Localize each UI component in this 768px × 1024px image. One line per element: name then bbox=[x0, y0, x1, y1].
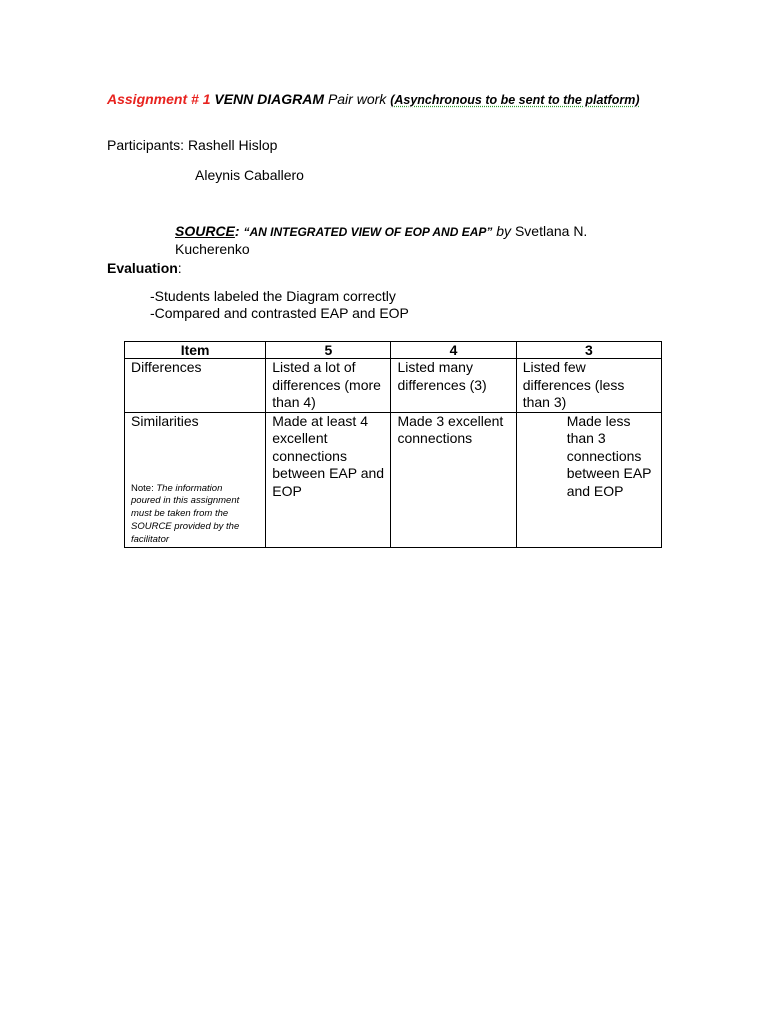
source-citation bbox=[175, 223, 655, 258]
evaluation-criteria bbox=[150, 288, 409, 322]
header-item: Item bbox=[125, 342, 266, 359]
evaluation-label: Evaluation bbox=[107, 260, 178, 276]
source-note bbox=[131, 483, 253, 547]
cell-score-3: Made less than 3 connections between EAP and EOP bbox=[516, 412, 661, 547]
table-row bbox=[125, 412, 662, 547]
cell-score-5: Listed a lot of differences (more than 4) bbox=[266, 359, 391, 413]
participants-label: Participants: bbox=[107, 137, 185, 153]
evaluation-heading bbox=[107, 260, 182, 277]
pair-work-label: Pair work bbox=[327, 91, 387, 107]
assignment-title bbox=[107, 91, 667, 109]
criterion-item: -Compared and contrasted EAP and EOP bbox=[150, 305, 409, 321]
note-label: Note: bbox=[131, 482, 154, 494]
source-colon: : bbox=[234, 223, 240, 239]
cell-item: Similarities bbox=[131, 412, 199, 429]
rubric-header-row bbox=[125, 342, 662, 359]
cell-item-with-note bbox=[125, 412, 266, 547]
header-score-5: 5 bbox=[266, 342, 391, 359]
asynchronous-note: (Asynchronous to be sent to the platform) bbox=[390, 93, 640, 107]
cell-score-4: Listed many differences (3) bbox=[391, 359, 516, 413]
cell-score-5: Made at least 4 excellent connections between EAP and EOP bbox=[266, 412, 391, 547]
source-author: Svetlana N. Kucherenko bbox=[175, 223, 588, 257]
source-by: by bbox=[496, 223, 512, 239]
source-title: “AN INTEGRATED VIEW OF EOP AND EAP” bbox=[243, 225, 493, 239]
criterion-item: -Students labeled the Diagram correctly bbox=[150, 288, 396, 304]
header-score-3: 3 bbox=[516, 342, 661, 359]
header-score-4: 4 bbox=[391, 342, 516, 359]
participant-name: Aleynis Caballero bbox=[195, 167, 304, 183]
participant-name: Rashell Hislop bbox=[187, 137, 278, 153]
cell-item: Differences bbox=[125, 359, 266, 413]
participants-line bbox=[107, 137, 277, 154]
note-text: The information poured in this assignment must be taken from the SOURCE provided by the facilitator bbox=[131, 482, 240, 545]
evaluation-colon: : bbox=[177, 260, 182, 276]
venn-diagram-label: VENN DIAGRAM bbox=[214, 91, 325, 107]
assignment-number: Assignment # 1 bbox=[107, 91, 211, 107]
cell-score-4: Made 3 excellent connections bbox=[391, 412, 516, 547]
cell-score-3: Listed few differences (less than 3) bbox=[516, 359, 661, 413]
source-label: SOURCE bbox=[175, 223, 235, 239]
table-row bbox=[125, 359, 662, 413]
rubric-table bbox=[124, 341, 662, 548]
